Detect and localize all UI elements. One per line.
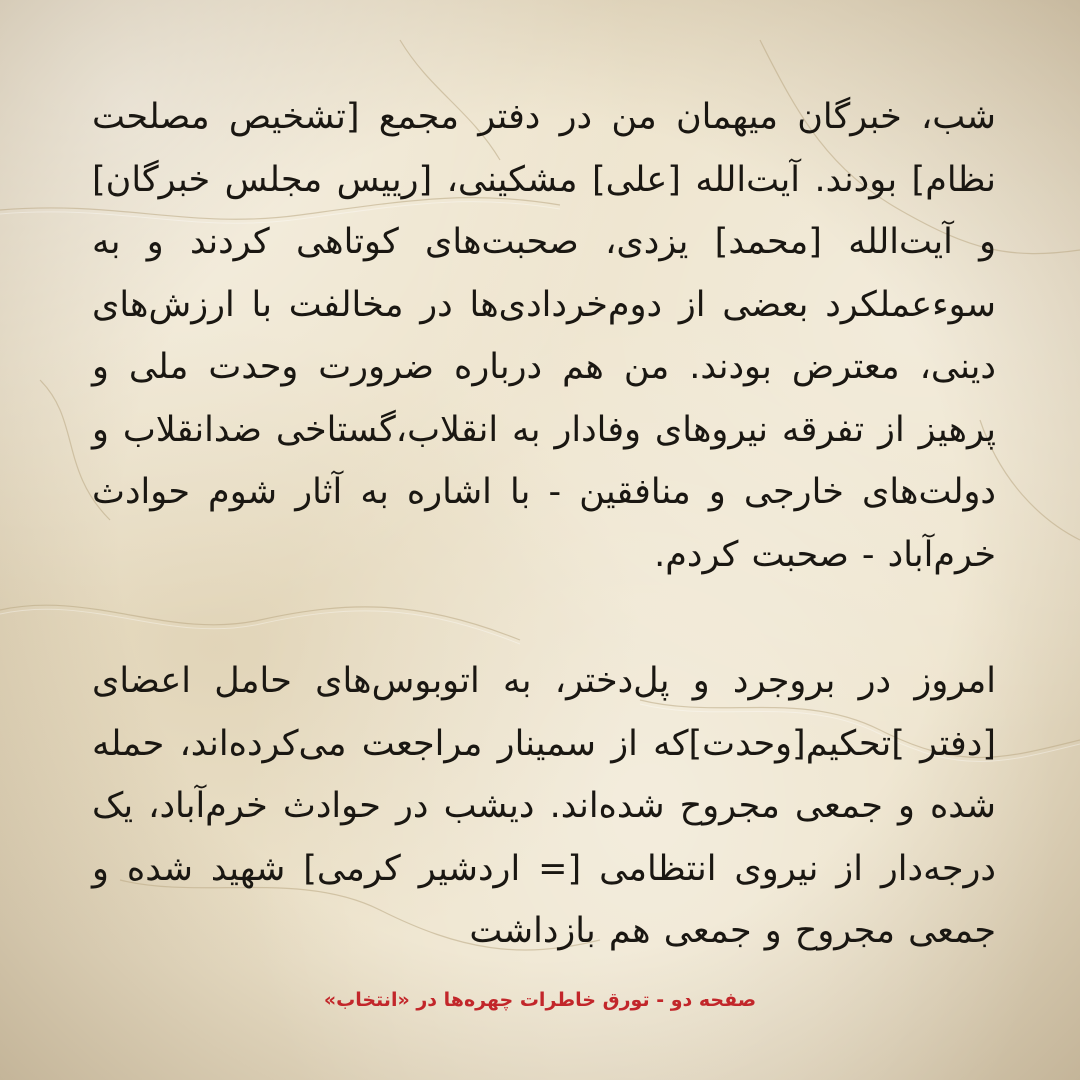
paragraph-2: امروز در بروجرد و پل‌دختر، به اتوبوس‌های حامل اعضای [دفتر ]تحکیم[وحدت]که از سمینار مراجعت می‌کرده‌اند، حمله شده و جمعی مجروح شده‌اند. دیشب در حوادث خرم‌آباد، یک درجه‌دار از نیروی انتظامی [= اردشیر کرمی] شهید شده و جمعی مجروح و جمعی هم بازداشت [92,661,996,951]
page-footer: صفحه دو - تورق خاطرات چهره‌ها در «انتخاب» [323,989,757,1011]
paragraph-1: شب، خبرگان میهمان من در دفتر مجمع [تشخیص مصلحت نظام] بودند. آیت‌الله [علی] مشکینی، [رییس مجلس خبرگان] و آیت‌الله [محمد] یزدی، صحبت‌های کوتاهی کردند و به سوءعملکرد بعضی از دوم‌خردادی‌ها در مخالفت با ارزش‌های دینی، معترض بودند. من هم درباره ضرورت وحدت ملی و پرهیز از تفرقه نیروهای وفادار به انقلاب،گستاخی ضدانقلاب و دولت‌های خارجی و منافقین - با اشاره به آثار شوم حوادث خرم‌آباد - صحبت کردم. [92,97,996,575]
